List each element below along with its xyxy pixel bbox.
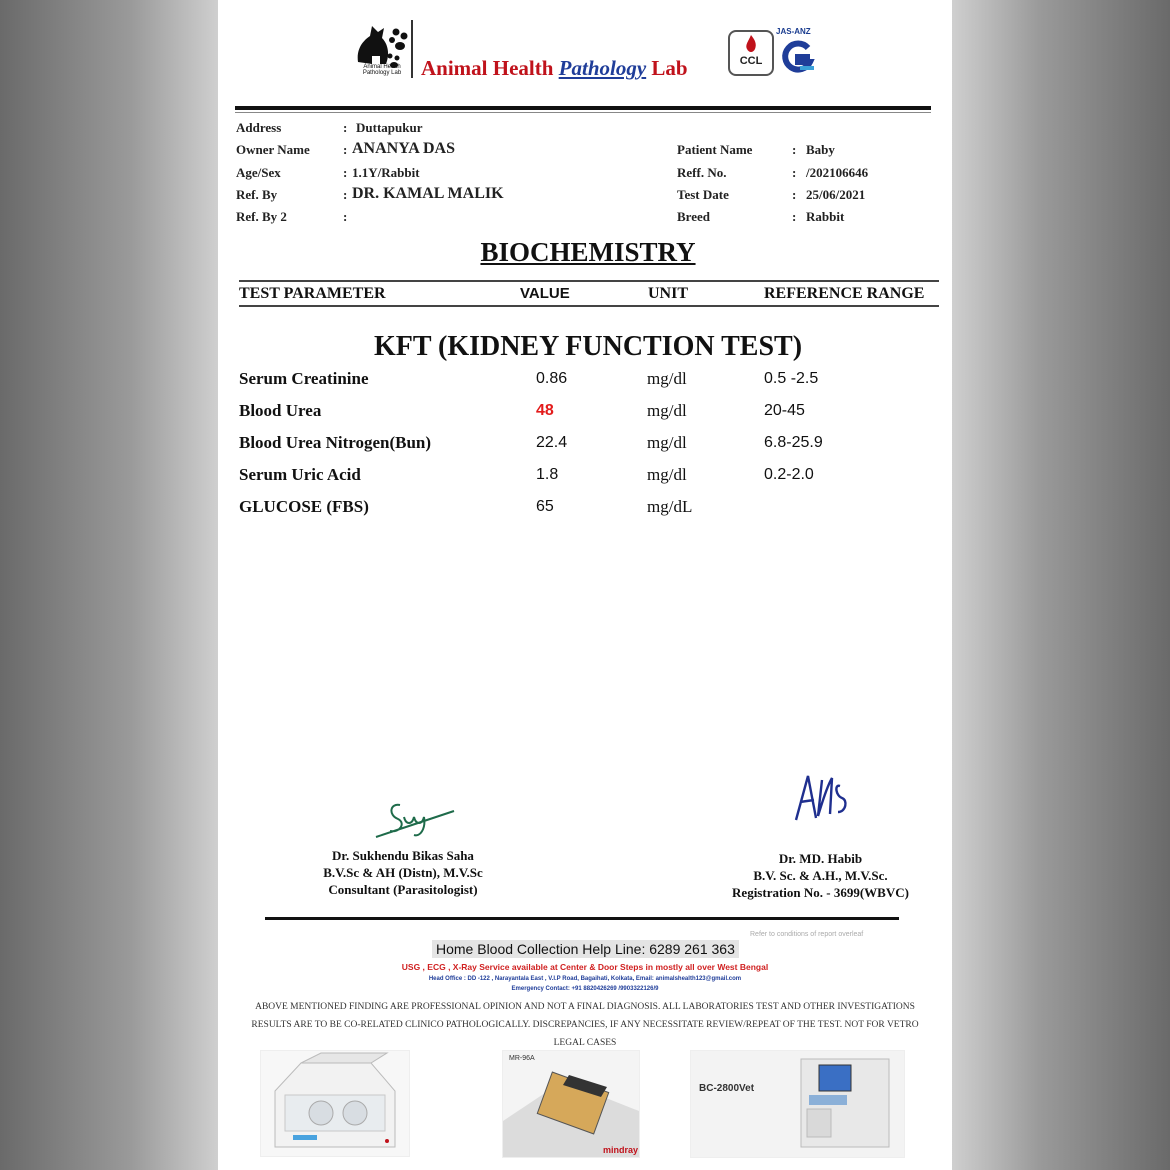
row-value-uric-acid: 1.8 [536,466,559,483]
reffno-label: Reff. No. [677,165,727,180]
row-value-bun: 22.4 [536,434,568,451]
table-header-rule-top [239,280,939,282]
signatory-right-name: Dr. MD. Habib [778,851,863,866]
breed-label: Breed [677,209,710,224]
testdate-label: Test Date [677,187,729,202]
owner-sep: : [343,142,348,157]
signature-right-icon [782,768,854,828]
refby-value: DR. KAMAL MALIK [352,185,504,202]
address-value: Duttapukur [356,120,423,135]
refby2-sep: : [343,209,348,224]
flame-icon [743,34,759,54]
row-unit-creatinine: mg/dl [647,369,687,388]
address-label: Address [236,120,282,135]
services-line: USG , ECG , X-Ray Service available at Center & Door Steps in mostly all over West Bengal [401,962,769,972]
col-header-unit: UNIT [648,285,689,302]
reffno-value: /202106646 [806,165,869,180]
patient-name-sep: : [792,142,797,157]
table-header-rule-bottom [239,305,939,307]
row-name-glucose: GLUCOSE (FBS) [239,497,369,516]
row-ref-urea: 20-45 [764,402,805,419]
header-rule-thin [235,112,931,113]
patient-name-value: Baby [806,142,835,157]
hematology-analyzer-icon [691,1051,904,1157]
logo-caption: Animal Health Pathology Lab [362,64,402,76]
col-header-parameter: TEST PARAMETER [239,285,386,302]
logo-divider [411,20,413,78]
jas-anz-text: JAS-ANZ [776,27,811,36]
row-name-urea: Blood Urea [239,401,322,420]
agesex-sep: : [343,165,348,180]
col-header-value: VALUE [520,285,570,302]
background-left [0,0,218,1170]
row-ref-uric-acid: 0.2-2.0 [764,466,814,483]
background-right [952,0,1170,1170]
machine-2-label: MR-96A [509,1055,535,1062]
row-name-bun: Blood Urea Nitrogen(Bun) [239,433,432,452]
owner-value: ANANYA DAS [352,140,455,157]
refby-label: Ref. By [236,187,278,202]
microplate-reader-icon [503,1051,639,1157]
emergency-line: Emergency Contact: +91 8820426269 /9903322126/9 [511,986,659,992]
refer-note: Refer to conditions of report overleaf [750,931,864,938]
owner-label: Owner Name [236,142,310,157]
address-sep: : [343,120,348,135]
lab-name: Animal Health Pathology Lab [421,56,688,80]
row-ref-bun: 6.8-25.9 [764,434,823,451]
agesex-label: Age/Sex [236,165,281,180]
analyzer-image-2 [502,1050,640,1158]
signatory-right-role: Registration No. - 3699(WBVC) [732,885,909,900]
ccl-text: CCL [739,55,763,67]
signatory-left [288,847,518,898]
row-unit-uric-acid: mg/dl [647,465,687,484]
breed-sep: : [792,209,797,224]
machine-3-label: BC-2800Vet [699,1083,755,1094]
col-header-reference: REFERENCE RANGE [764,285,925,302]
row-value-glucose: 65 [536,498,554,515]
signatory-left-name: Dr. Sukhendu Bikas Saha [332,848,474,863]
header-rule [235,106,931,110]
signatory-left-degree: B.V.Sc & AH (Distn), M.V.Sc [323,865,483,880]
analyzer-image-1 [260,1050,410,1157]
machine-2-brand: mindray [603,1145,639,1155]
disclaimer: ABOVE MENTIONED FINDING ARE PROFESSIONAL OPINION AND NOT A FINAL DIAGNOSIS. ALL LABORATORIES TEST AND OTHER INVESTIGATIONS RESULTS ARE TO BE CO-RELATED CLINICO PATHOLOGICALLY. DISCREPANCIES, IF ANY NECESSITATE REVIEW/REPEAT OF THE TEST. NOT FOR VETRO LEGAL CASES [251,1002,919,1048]
breed-value: Rabbit [806,209,845,224]
row-value-creatinine: 0.86 [536,370,568,387]
row-unit-bun: mg/dl [647,433,687,452]
chemistry-analyzer-icon [261,1051,409,1156]
signature-left-icon [370,795,460,843]
reffno-sep: : [792,165,797,180]
row-value-urea: 48 [536,402,554,419]
head-office-line: Head Office : DD -122 , Narayantala East , V.I.P Road, Bagaihati, Kolkata, Email: animalshealth123@gmail.com [428,976,742,982]
row-unit-urea: mg/dl [647,401,687,420]
report-page [218,0,952,1170]
helpline: Home Blood Collection Help Line: 6289 261 363 [432,940,739,958]
row-ref-creatinine: 0.5 -2.5 [764,370,819,387]
refby-sep: : [343,187,348,202]
row-unit-glucose: mg/dL [647,497,693,516]
agesex-value: 1.1Y/Rabbit [352,165,420,180]
signatory-right-degree: B.V. Sc. & A.H., M.V.Sc. [753,868,888,883]
testdate-sep: : [792,187,797,202]
row-name-uric-acid: Serum Uric Acid [239,465,361,484]
signatory-right [708,850,933,901]
patient-name-label: Patient Name [677,142,753,157]
signatory-left-role: Consultant (Parasitologist) [328,882,478,897]
analyzer-image-3 [690,1050,905,1158]
refby2-label: Ref. By 2 [236,209,287,224]
section-title: BIOCHEMISTRY [480,237,696,267]
jas-anz-logo-icon [778,38,818,78]
panel-title: KFT (KIDNEY FUNCTION TEST) [373,331,803,362]
row-name-creatinine: Serum Creatinine [239,369,369,388]
testdate-value: 25/06/2021 [806,187,866,202]
footer-rule [265,917,899,920]
